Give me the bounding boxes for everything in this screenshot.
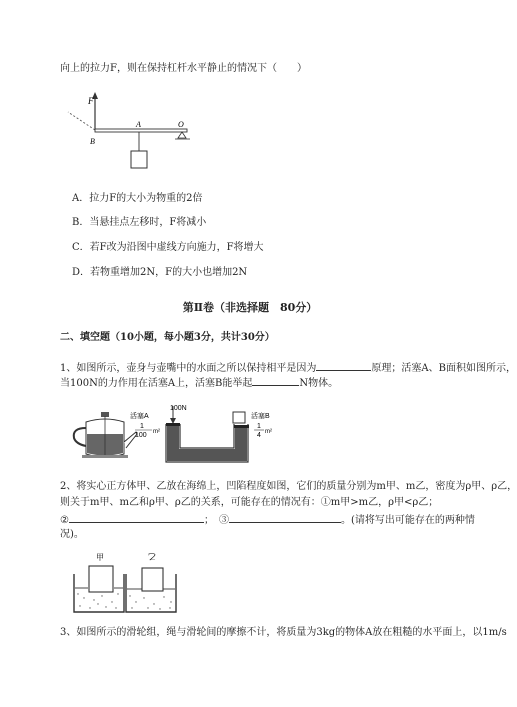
- q2-line3: [60, 512, 475, 528]
- q2-line1: 2、将实心正方体甲、乙放在海绵上，凹陷程度如图，它们的质量分别为m甲、m乙，密度为ρ甲、ρ乙，: [60, 481, 517, 492]
- sponge-figure: [72, 552, 180, 614]
- option-b: B．当悬挂点左移时，F将减小: [72, 217, 207, 228]
- option-a: A．拉力F的大小为物重的2倍: [72, 193, 203, 204]
- q1-blank-1[interactable]: [316, 360, 371, 371]
- q1-line1: [60, 360, 516, 376]
- q1-text-b: 原理；活塞A、B面积如图所示，: [371, 363, 516, 374]
- piston-figure: [130, 402, 280, 468]
- area-a-unit: m²: [153, 429, 160, 435]
- q2-blank-2[interactable]: [69, 512, 204, 523]
- q2-line2: 则关于m甲、m乙和ρ甲、ρ乙的关系，可能存在的情况有：①m甲>m乙，ρ甲<ρ乙；: [60, 497, 439, 508]
- q2-mark-3: ； ③: [203, 515, 229, 526]
- point-b-label: B: [90, 137, 95, 146]
- piston-a-label: 活塞A: [130, 413, 149, 420]
- q2-note: 。(请将写出可能存在的两种情: [340, 515, 475, 526]
- part-title: 二、填空题（10小题，每小题3分，共计30分）: [60, 332, 275, 343]
- option-c: C．若F改为沿图中虚线方向施力，F将增大: [72, 242, 264, 253]
- section-title: 第Ⅱ卷（非选择题 80分）: [182, 301, 318, 314]
- area-b-num: 1: [257, 423, 261, 430]
- force-label: F: [88, 96, 94, 106]
- q1-text-a: 1、如图所示，壶身与壶嘴中的水面之所以保持相平是因为: [60, 363, 317, 374]
- q2-mark-2: ②: [60, 515, 69, 526]
- q1-text-d: N物体。: [299, 378, 339, 389]
- force-value: 100N: [170, 405, 187, 412]
- lever-figure: [60, 92, 200, 184]
- q1-blank-2[interactable]: [252, 375, 299, 386]
- cube-jia-label: 甲: [96, 553, 104, 562]
- q3-line1: 3、如图所示的滑轮组，绳与滑轮间的摩擦不计，将质量为3kg的物体A放在粗糙的水平面上，以1m/s: [60, 627, 507, 638]
- area-a-num: 1: [140, 423, 144, 430]
- piston-b-label: 活塞B: [251, 413, 270, 420]
- q2-blank-3[interactable]: [229, 512, 341, 523]
- area-a-den: 100: [135, 432, 147, 439]
- teapot-figure: [68, 412, 138, 460]
- point-a-label: A: [136, 120, 141, 129]
- option-d: D．若物重增加2N，F的大小也增加2N: [72, 267, 248, 278]
- cube-yi-label: 乙: [148, 552, 156, 561]
- point-o-label: O: [178, 120, 184, 129]
- q1-line2: [60, 375, 338, 391]
- question-intro: 向上的拉力F，则在保持杠杆水平静止的情况下（ ）: [60, 63, 307, 74]
- area-b-den: 4: [257, 432, 261, 439]
- sponge-dots-right: [129, 595, 171, 609]
- q2-line4: 况)。: [60, 529, 84, 540]
- area-b-unit: m²: [265, 429, 272, 435]
- q1-text-c: 当100N的力作用在活塞A上，活塞B能举起: [60, 378, 253, 389]
